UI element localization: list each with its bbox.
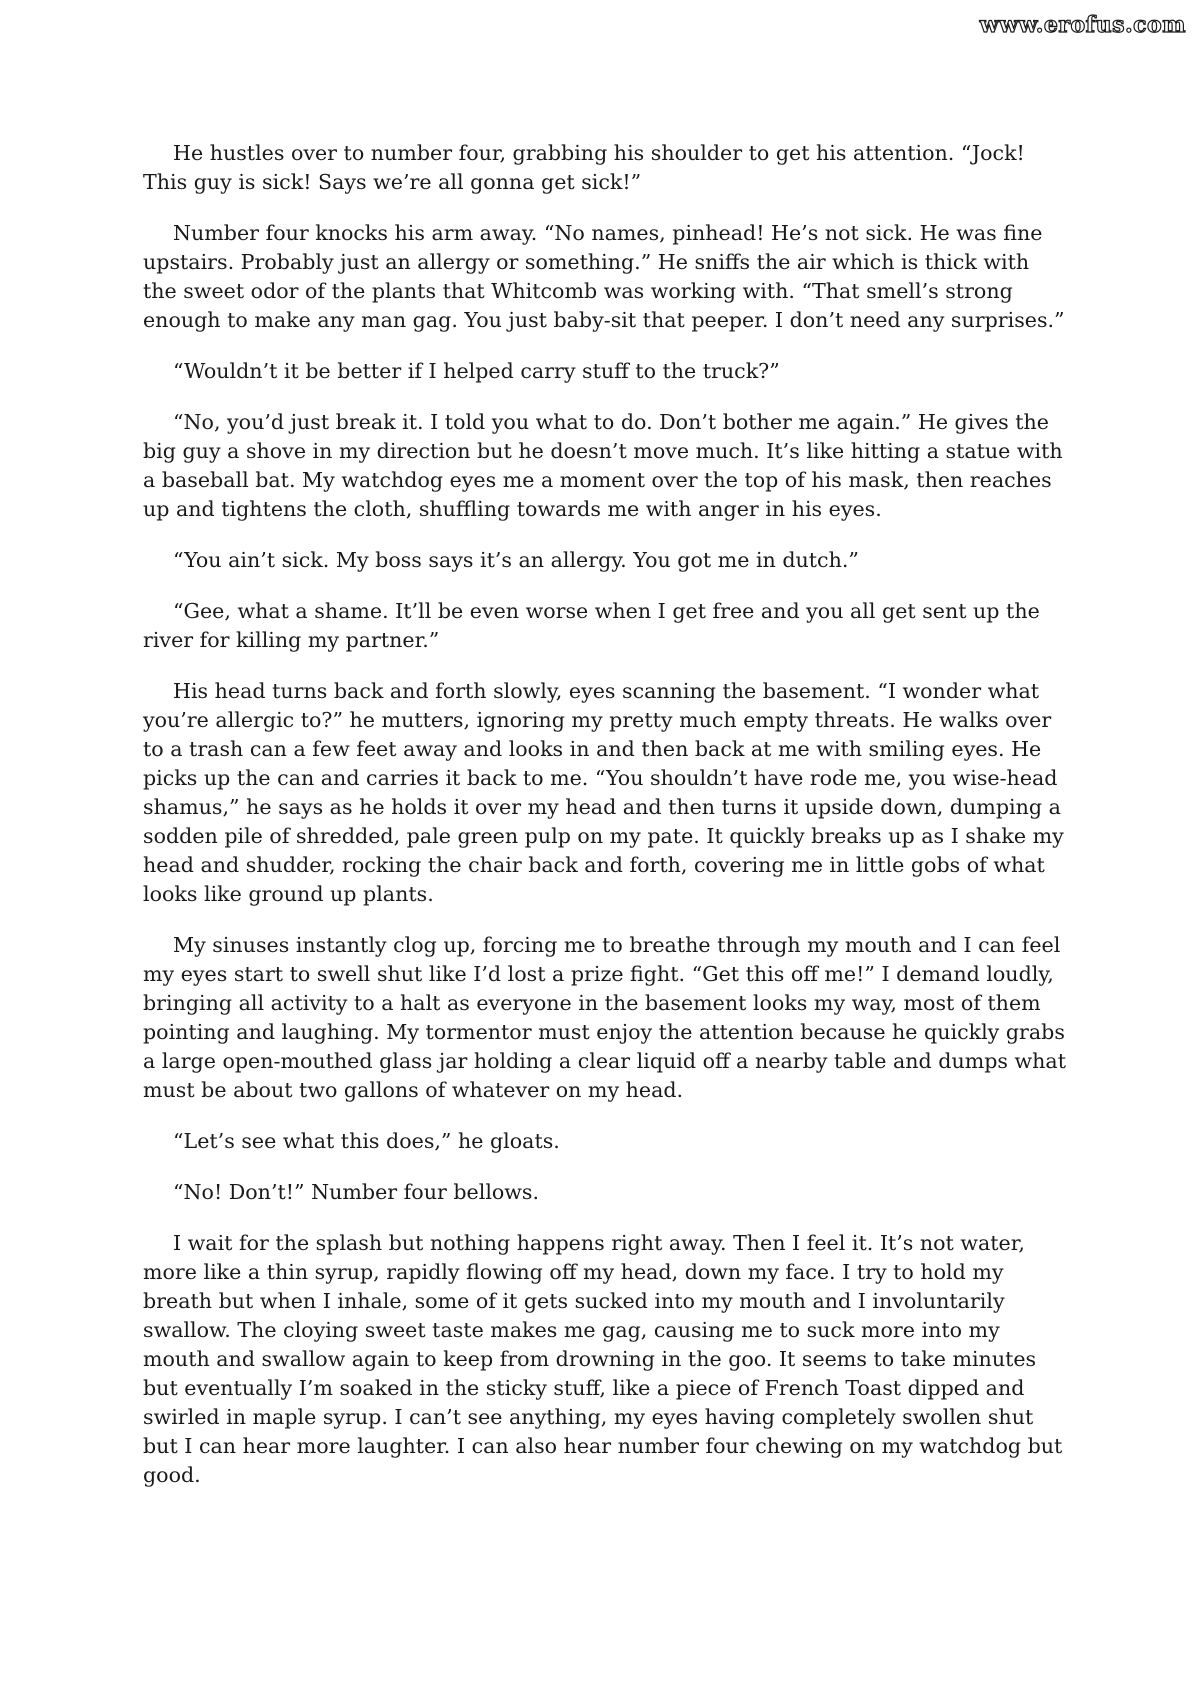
paragraph: “Gee, what a shame. It’ll be even worse when I get free and you all get sent up the river for killing my partner.” [143, 599, 1040, 652]
paragraph: Number four knocks his arm away. “No names, pinhead! He’s not sick. He was fine upstairs. Probably just an allergy or something.” He sniffs the air which is thick with the sweet odor of the plants that Whitcomb was working with. “That smell’s strong enough to make any man gag. You just baby-sit that peeper. I don’t need any surprises.” [143, 221, 1065, 332]
paragraph: I wait for the splash but nothing happens right away. Then I feel it. It’s not water, more like a thin syrup, rapidly flowing off my head, down my face. I try to hold my breath but when I inhale, some of it gets sucked into my mouth and I involuntarily swallow. The cloying sweet taste makes me gag, causing me to suck more into my mouth and swallow again to keep from drowning in the goo. It seems to take minutes but eventually I’m soaked in the sticky stuff, like a piece of French Toast dipped and swirled in maple syrup. I can’t see anything, my eyes having completely swollen shut but I can hear more laughter. I can also hear number four chewing on my watchdog but good. [143, 1231, 1063, 1487]
paragraph: He hustles over to number four, grabbing his shoulder to get his attention. “Jock! This guy is sick! Says we’re all gonna get sick!” [143, 141, 1025, 194]
paragraph: “No, you’d just break it. I told you what to do. Don’t bother me again.” He gives the big guy a shove in my direction but he doesn’t move much. It’s like hitting a statue with a baseball bat. My watchdog eyes me a moment over the top of his mask, then reaches up and tightens the cloth, shuffling towards me with anger in his eyes. [143, 410, 1063, 521]
paragraph: My sinuses instantly clog up, forcing me to breathe through my mouth and I can feel my eyes start to swell shut like I’d lost a prize fight. “Get this off me!” I demand loudly, bringing all activity to a halt as everyone in the basement looks my way, most of them pointing and laughing. My tormentor must enjoy the attention because he quickly grabs a large open-mouthed glass jar holding a clear liquid off a nearby table and dumps what must be about two gallons of whatever on my head. [143, 933, 1066, 1102]
watermark: www.erofus.com [979, 12, 1186, 38]
paragraph: “Let’s see what this does,” he gloats. [173, 1129, 560, 1153]
paragraph: “You ain’t sick. My boss says it’s an allergy. You got me in dutch.” [173, 548, 859, 572]
paragraph: “No! Don’t!” Number four bellows. [173, 1180, 540, 1204]
paragraph: “Wouldn’t it be better if I helped carry stuff to the truck?” [173, 359, 780, 383]
paragraph: His head turns back and forth slowly, eyes scanning the basement. “I wonder what you’re allergic to?” he mutters, ignoring my pretty much empty threats. He walks over to a trash can a few feet away and looks in and then back at me with smiling eyes. He picks up the can and carries it back to me. “You shouldn’t have rode me, you wise-head shamus,” he says as he holds it over my head and then turns it upside down, dumping a sodden pile of shredded, pale green pulp on my pate. It quickly breaks up as I shake my head and shudder, rocking the chair back and forth, covering me in little gobs of what looks like ground up plants. [143, 679, 1064, 906]
page-body [143, 139, 1067, 1512]
